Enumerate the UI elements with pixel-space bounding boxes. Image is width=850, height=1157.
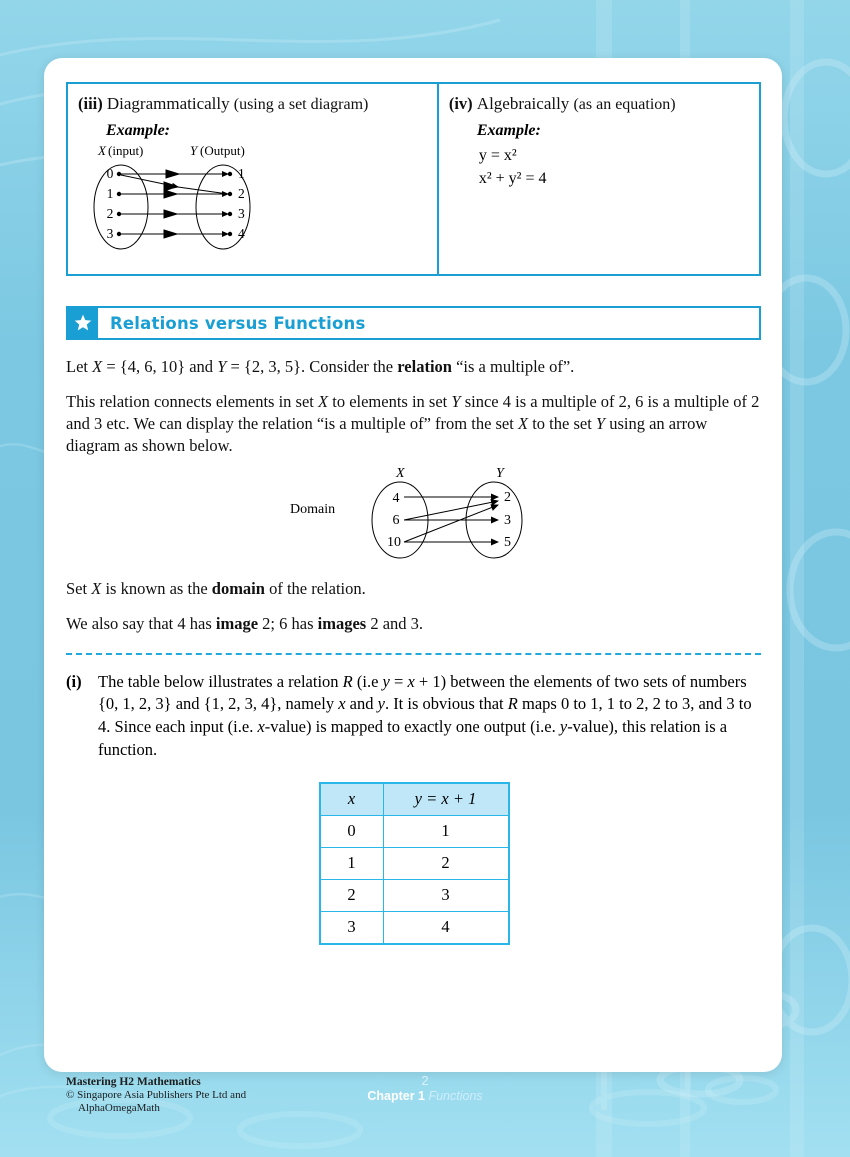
svg-text:2: 2 [238, 186, 245, 201]
method-title: Algebraically [476, 94, 570, 113]
list-item-i [66, 671, 762, 762]
relation-arrow-diagram-wrapper [66, 465, 762, 565]
equation-list [479, 144, 749, 190]
y-item-2: 2 [504, 489, 511, 505]
set-diagram-input-output [78, 144, 278, 256]
table-cell-x: 0 [320, 815, 384, 847]
y-item-5: 5 [504, 534, 511, 550]
paragraph-image: We also say that 4 has image 2; 6 has images 2 and 3. [66, 613, 424, 633]
example-label: Example: [106, 122, 170, 139]
item-text: The table below illustrates a relation R (i.e y = x + 1) between the elements of two sets of numbers {0, 1, 2, 3} and {1, 2, 3, 4}, namely x and y. It is obvious that R maps 0 to 1, 1 to 2, 2 to 3, and 3 to 4. Since each input (i.e. x-value) is mapped to exactly one output (i.e. y-value), this relation is a function. [98, 671, 752, 759]
svg-text:1: 1 [238, 166, 245, 181]
svg-text:10: 10 [387, 534, 401, 550]
svg-text:(input): (input) [108, 144, 144, 158]
table-cell-y: 2 [383, 847, 509, 879]
chapter-label [0, 1089, 850, 1103]
method-number: (iv) [448, 94, 473, 113]
equation-1: y = x² [478, 147, 517, 164]
svg-text:4: 4 [392, 490, 400, 506]
svg-text:3: 3 [106, 226, 114, 241]
method-box-diagrammatically [68, 84, 439, 274]
svg-text:2: 2 [106, 206, 114, 221]
relation-arrow-diagram [284, 465, 544, 565]
y-item-3: 3 [504, 512, 511, 528]
svg-text:(Output): (Output) [200, 144, 245, 158]
equation-2: x² + y² = 4 [478, 170, 547, 188]
table-row [320, 879, 509, 911]
table-row [320, 911, 509, 944]
table-cell-x: 3 [320, 911, 384, 944]
domain-label: Domain [290, 501, 336, 517]
table-cell-y: 4 [383, 911, 509, 944]
svg-text:0: 0 [106, 166, 114, 181]
chapter-number: Chapter 1 [367, 1089, 425, 1103]
method-box-algebraically [439, 84, 759, 274]
method-number: (iii) [78, 94, 103, 113]
table-row [320, 815, 509, 847]
svg-text:6: 6 [392, 512, 400, 528]
chapter-topic: Functions [428, 1089, 483, 1103]
method-box-heading [449, 94, 749, 114]
table-cell-x: 2 [320, 879, 384, 911]
paragraph-relation-explained: This relation connects elements in set X to elements in set Y since 4 is a multiple of 2, 6 is a multiple of 2 and 3 etc. We can display the relation “is a multiple of” from the set X to the set Y using an arrow diagram as shown below. [66, 391, 760, 455]
table-header-x: x [320, 783, 384, 816]
method-subtitle: (using a set diagram) [233, 96, 369, 113]
methods-box-row [66, 82, 761, 276]
section-header [66, 306, 761, 340]
star-icon [68, 308, 98, 338]
footer-copyright: © Singapore Asia Publishers Pte Ltd and [66, 1089, 247, 1102]
method-title: Diagrammatically [106, 94, 230, 113]
svg-text:1: 1 [106, 186, 114, 201]
page-number: 2 [421, 1073, 429, 1088]
page-content [66, 82, 762, 945]
set-x-label: X [396, 465, 405, 481]
dashed-divider [66, 653, 761, 655]
section-title: Relations versus Functions [110, 313, 366, 333]
table-cell-y: 1 [383, 815, 509, 847]
footer-book-title: Mastering H2 Mathematics [66, 1076, 201, 1088]
footer-chapter [0, 1073, 850, 1103]
paragraph-domain: Set X is known as the domain of the relation. [66, 578, 366, 598]
table-cell-y: 3 [383, 879, 509, 911]
method-subtitle: (as an equation) [573, 96, 676, 113]
table-header-y: y = x + 1 [383, 783, 509, 816]
footer-copyright-2: AlphaOmegaMath [78, 1102, 160, 1115]
table-header-row [320, 783, 509, 816]
svg-text:3: 3 [238, 206, 245, 221]
document-page [44, 58, 782, 1072]
example-label: Example: [476, 122, 541, 139]
svg-text:4: 4 [238, 226, 245, 241]
table-cell-x: 1 [320, 847, 384, 879]
method-box-heading [78, 94, 427, 114]
set-diagram-left-label: X [98, 144, 106, 158]
relation-table-wrapper [66, 782, 762, 945]
paragraph-intro: Let X = {4, 6, 10} and Y = {2, 3, 5}. Consider the relation “is a multiple of”. [66, 357, 575, 376]
item-number: (i) [66, 671, 82, 691]
relation-table [319, 782, 510, 945]
set-diagram-right-label: Y [190, 144, 198, 158]
set-y-label: Y [496, 465, 504, 481]
table-row [320, 847, 509, 879]
